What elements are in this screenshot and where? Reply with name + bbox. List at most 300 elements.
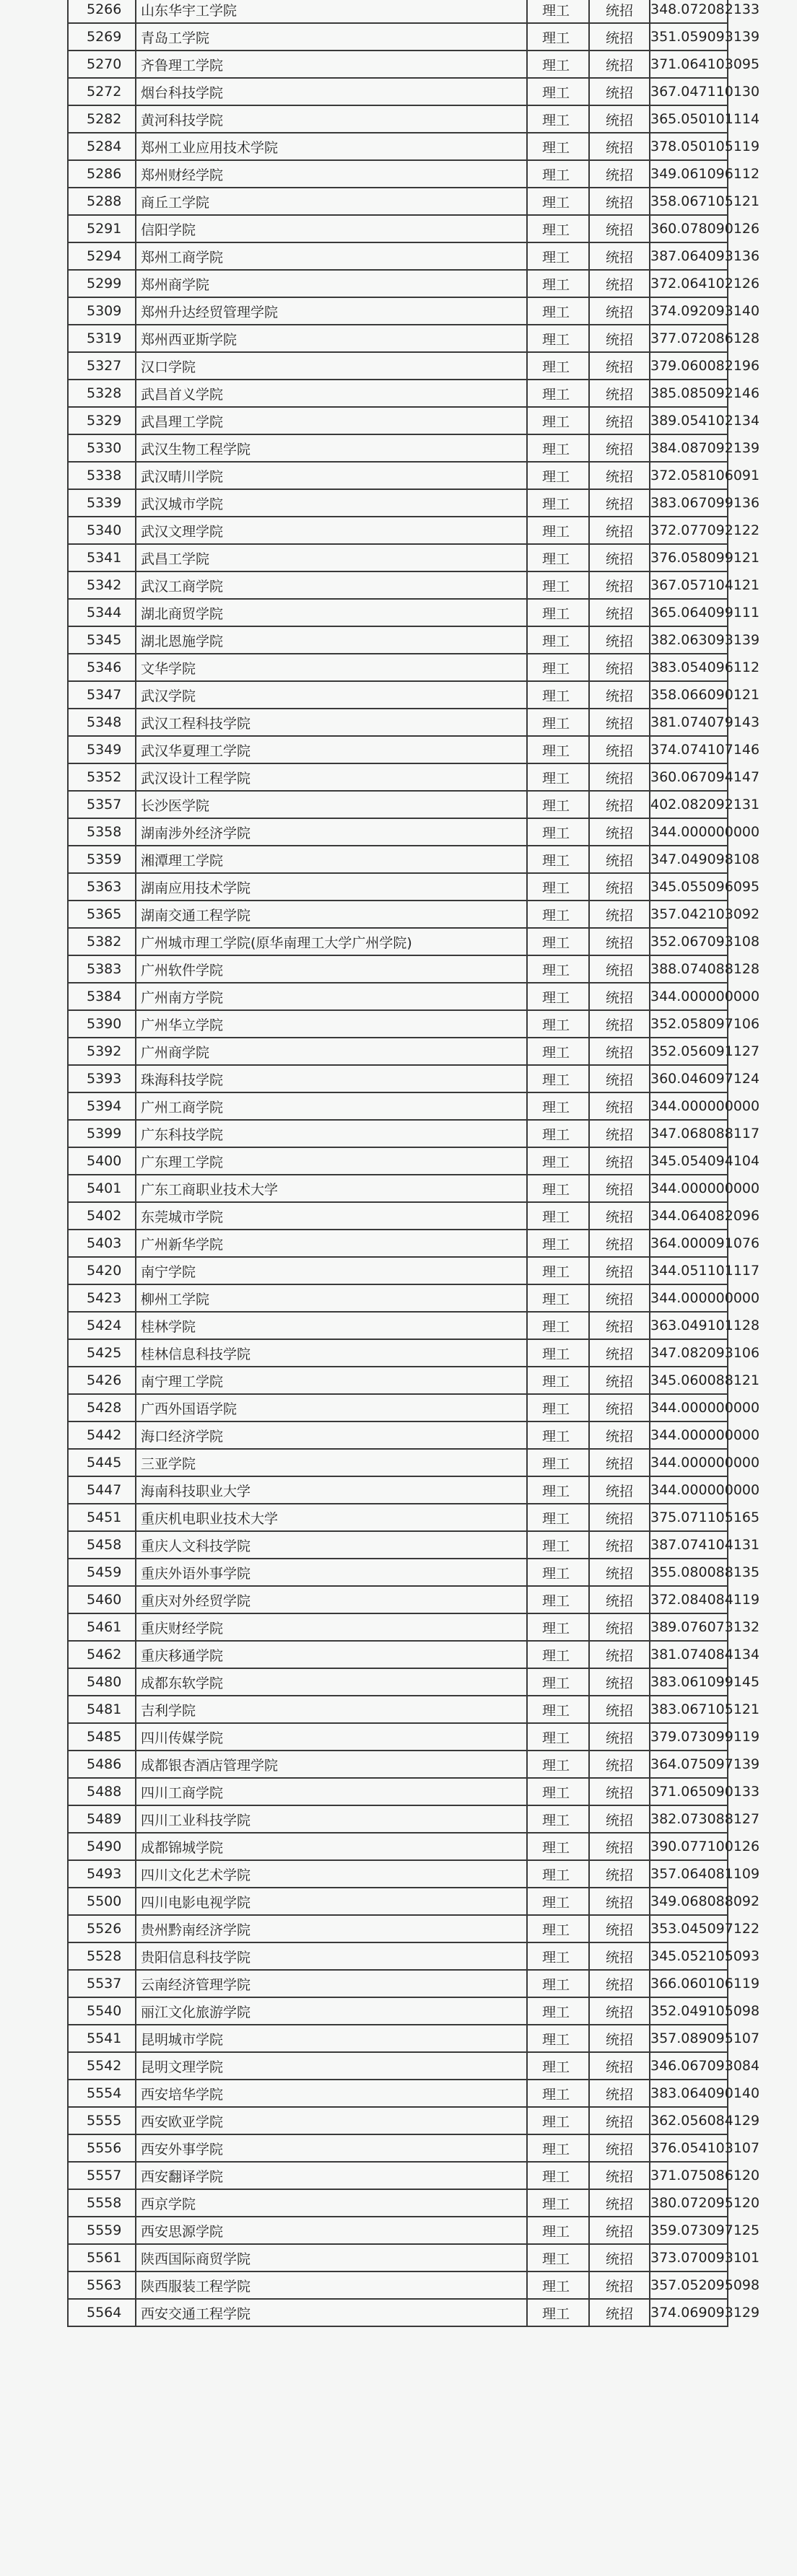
- score-cell: 380.072095120: [650, 2189, 728, 2217]
- school-name-cell: 湘潭理工学院: [136, 846, 527, 873]
- school-code-cell: 5358: [68, 818, 136, 846]
- school-name-cell: 武汉工商学院: [136, 571, 527, 599]
- school-code-cell: 5460: [68, 1586, 136, 1613]
- admission-type-cell: 统招: [589, 2299, 650, 2326]
- admission-type-cell: 统招: [589, 1833, 650, 1860]
- admission-type-cell: 统招: [589, 1202, 650, 1230]
- school-code-cell: 5338: [68, 462, 136, 489]
- school-name-cell: 广东科技学院: [136, 1120, 527, 1147]
- admission-type-cell: 统招: [589, 1805, 650, 1833]
- admission-type-cell: 统招: [589, 1942, 650, 1970]
- school-code-cell: 5420: [68, 1257, 136, 1284]
- admission-type-cell: 统招: [589, 1010, 650, 1038]
- school-code-cell: 5272: [68, 78, 136, 105]
- table-row: [68, 78, 728, 105]
- school-code-cell: 5270: [68, 51, 136, 78]
- table-row: [68, 2244, 728, 2271]
- table-row: [68, 2025, 728, 2052]
- category-cell: 理工: [527, 1065, 589, 1092]
- table-row: [68, 736, 728, 763]
- score-cell: 355.080088135: [650, 1559, 728, 1586]
- category-cell: 理工: [527, 983, 589, 1010]
- admission-type-cell: 统招: [589, 1723, 650, 1751]
- school-name-cell: 武汉华夏理工学院: [136, 736, 527, 763]
- category-cell: 理工: [527, 1202, 589, 1230]
- school-name-cell: 郑州升达经贸管理学院: [136, 297, 527, 325]
- table-row: [68, 1010, 728, 1038]
- school-code-cell: 5342: [68, 571, 136, 599]
- school-code-cell: 5425: [68, 1339, 136, 1367]
- table-row: [68, 2271, 728, 2299]
- admission-type-cell: 统招: [589, 215, 650, 242]
- table-row: [68, 1284, 728, 1312]
- school-name-cell: 山东华宇工学院: [136, 0, 527, 23]
- table-row: [68, 599, 728, 626]
- score-cell: 389.054102134: [650, 407, 728, 434]
- school-name-cell: 西安欧亚学院: [136, 2107, 527, 2134]
- table-row: [68, 1175, 728, 1202]
- score-cell: 383.067099136: [650, 489, 728, 517]
- category-cell: 理工: [527, 297, 589, 325]
- school-code-cell: 5383: [68, 955, 136, 983]
- admission-type-cell: 统招: [589, 380, 650, 407]
- category-cell: 理工: [527, 489, 589, 517]
- category-cell: 理工: [527, 51, 589, 78]
- table-row: [68, 1942, 728, 1970]
- school-code-cell: 5555: [68, 2107, 136, 2134]
- category-cell: 理工: [527, 681, 589, 709]
- score-cell: 374.069093129: [650, 2299, 728, 2326]
- table-row: [68, 626, 728, 654]
- category-cell: 理工: [527, 1284, 589, 1312]
- category-cell: 理工: [527, 1751, 589, 1778]
- school-name-cell: 广州新华学院: [136, 1230, 527, 1257]
- admission-type-cell: 统招: [589, 2189, 650, 2217]
- school-code-cell: 5294: [68, 242, 136, 270]
- school-code-cell: 5286: [68, 160, 136, 188]
- admission-type-cell: 统招: [589, 654, 650, 681]
- score-cell: 347.068088117: [650, 1120, 728, 1147]
- school-name-cell: 郑州工商学院: [136, 242, 527, 270]
- school-code-cell: 5493: [68, 1860, 136, 1888]
- score-cell: 387.074104131: [650, 1531, 728, 1559]
- school-name-cell: 武昌首义学院: [136, 380, 527, 407]
- score-cell: 348.072082133: [650, 0, 728, 23]
- category-cell: 理工: [527, 1038, 589, 1065]
- school-name-cell: 湖南应用技术学院: [136, 873, 527, 901]
- category-cell: 理工: [527, 434, 589, 462]
- admission-type-cell: 统招: [589, 1257, 650, 1284]
- table-row: [68, 1613, 728, 1641]
- admission-type-cell: 统招: [589, 1696, 650, 1723]
- score-cell: 349.061096112: [650, 160, 728, 188]
- school-code-cell: 5269: [68, 23, 136, 51]
- school-name-cell: 广东工商职业技术大学: [136, 1175, 527, 1202]
- school-code-cell: 5488: [68, 1778, 136, 1805]
- admission-type-cell: 统招: [589, 1531, 650, 1559]
- table-row: [68, 1202, 728, 1230]
- category-cell: 理工: [527, 78, 589, 105]
- school-code-cell: 5393: [68, 1065, 136, 1092]
- school-code-cell: 5319: [68, 325, 136, 352]
- category-cell: 理工: [527, 955, 589, 983]
- category-cell: 理工: [527, 407, 589, 434]
- school-code-cell: 5462: [68, 1641, 136, 1668]
- table-row: [68, 407, 728, 434]
- table-row: [68, 1778, 728, 1805]
- admission-type-cell: 统招: [589, 2244, 650, 2271]
- admission-type-cell: 统招: [589, 270, 650, 297]
- admission-type-cell: 统招: [589, 352, 650, 380]
- school-code-cell: 5561: [68, 2244, 136, 2271]
- admission-type-cell: 统招: [589, 1860, 650, 1888]
- school-name-cell: 吉利学院: [136, 1696, 527, 1723]
- school-name-cell: 武汉生物工程学院: [136, 434, 527, 462]
- category-cell: 理工: [527, 2217, 589, 2244]
- score-cell: 344.000000000: [650, 1476, 728, 1504]
- school-code-cell: 5344: [68, 599, 136, 626]
- school-code-cell: 5526: [68, 1915, 136, 1942]
- admission-type-cell: 统招: [589, 544, 650, 571]
- category-cell: 理工: [527, 791, 589, 818]
- score-cell: 382.073088127: [650, 1805, 728, 1833]
- score-cell: 376.058099121: [650, 544, 728, 571]
- school-name-cell: 武汉学院: [136, 681, 527, 709]
- score-cell: 344.000000000: [650, 983, 728, 1010]
- school-code-cell: 5485: [68, 1723, 136, 1751]
- category-cell: 理工: [527, 2271, 589, 2299]
- school-name-cell: 桂林信息科技学院: [136, 1339, 527, 1367]
- school-name-cell: 昆明文理学院: [136, 2052, 527, 2080]
- score-cell: 367.057104121: [650, 571, 728, 599]
- admission-type-cell: 统招: [589, 434, 650, 462]
- admission-type-cell: 统招: [589, 2134, 650, 2162]
- table-row: [68, 1805, 728, 1833]
- table-row: [68, 380, 728, 407]
- category-cell: 理工: [527, 1668, 589, 1696]
- score-cell: 360.078090126: [650, 215, 728, 242]
- table-row: [68, 2299, 728, 2326]
- category-cell: 理工: [527, 873, 589, 901]
- category-cell: 理工: [527, 818, 589, 846]
- score-cell: 364.075097139: [650, 1751, 728, 1778]
- school-name-cell: 成都锦城学院: [136, 1833, 527, 1860]
- school-name-cell: 烟台科技学院: [136, 78, 527, 105]
- category-cell: 理工: [527, 2189, 589, 2217]
- score-cell: 389.076073132: [650, 1613, 728, 1641]
- table-row: [68, 1367, 728, 1394]
- table-row: [68, 0, 728, 23]
- score-cell: 357.064081109: [650, 1860, 728, 1888]
- school-code-cell: 5363: [68, 873, 136, 901]
- table-row: [68, 23, 728, 51]
- school-code-cell: 5554: [68, 2080, 136, 2107]
- admission-type-cell: 统招: [589, 1449, 650, 1476]
- school-code-cell: 5556: [68, 2134, 136, 2162]
- category-cell: 理工: [527, 1120, 589, 1147]
- school-code-cell: 5490: [68, 1833, 136, 1860]
- table-row: [68, 270, 728, 297]
- table-row: [68, 1888, 728, 1915]
- admission-type-cell: 统招: [589, 1915, 650, 1942]
- category-cell: 理工: [527, 1092, 589, 1120]
- score-cell: 366.060106119: [650, 1970, 728, 1997]
- admission-type-cell: 统招: [589, 1970, 650, 1997]
- category-cell: 理工: [527, 23, 589, 51]
- school-name-cell: 郑州财经学院: [136, 160, 527, 188]
- category-cell: 理工: [527, 1997, 589, 2025]
- school-name-cell: 广州华立学院: [136, 1010, 527, 1038]
- category-cell: 理工: [527, 0, 589, 23]
- table-row: [68, 1065, 728, 1092]
- category-cell: 理工: [527, 626, 589, 654]
- table-row: [68, 1751, 728, 1778]
- score-cell: 381.074084134: [650, 1641, 728, 1668]
- category-cell: 理工: [527, 571, 589, 599]
- score-cell: 381.074079143: [650, 709, 728, 736]
- school-code-cell: 5384: [68, 983, 136, 1010]
- school-name-cell: 海南科技职业大学: [136, 1476, 527, 1504]
- category-cell: 理工: [527, 901, 589, 928]
- category-cell: 理工: [527, 1613, 589, 1641]
- category-cell: 理工: [527, 1778, 589, 1805]
- table-row: [68, 1696, 728, 1723]
- category-cell: 理工: [527, 1723, 589, 1751]
- admission-type-cell: 统招: [589, 736, 650, 763]
- school-name-cell: 广州城市理工学院(原华南理工大学广州学院): [136, 928, 527, 955]
- category-cell: 理工: [527, 599, 589, 626]
- school-name-cell: 文华学院: [136, 654, 527, 681]
- score-cell: 357.089095107: [650, 2025, 728, 2052]
- table-row: [68, 2189, 728, 2217]
- category-cell: 理工: [527, 1970, 589, 1997]
- score-cell: 363.049101128: [650, 1312, 728, 1339]
- school-name-cell: 重庆财经学院: [136, 1613, 527, 1641]
- score-cell: 352.049105098: [650, 1997, 728, 2025]
- school-code-cell: 5282: [68, 105, 136, 133]
- category-cell: 理工: [527, 928, 589, 955]
- school-name-cell: 湖南交通工程学院: [136, 901, 527, 928]
- school-name-cell: 广州南方学院: [136, 983, 527, 1010]
- school-code-cell: 5329: [68, 407, 136, 434]
- score-cell: 371.064103095: [650, 51, 728, 78]
- score-cell: 345.054094104: [650, 1147, 728, 1175]
- score-cell: 378.050105119: [650, 133, 728, 160]
- score-cell: 383.054096112: [650, 654, 728, 681]
- admission-type-cell: 统招: [589, 2080, 650, 2107]
- admission-type-cell: 统招: [589, 517, 650, 544]
- table-row: [68, 1449, 728, 1476]
- school-name-cell: 重庆人文科技学院: [136, 1531, 527, 1559]
- score-cell: 346.067093084: [650, 2052, 728, 2080]
- score-cell: 365.050101114: [650, 105, 728, 133]
- table-row: [68, 654, 728, 681]
- admission-type-cell: 统招: [589, 1120, 650, 1147]
- table-row: [68, 2080, 728, 2107]
- school-code-cell: 5459: [68, 1559, 136, 1586]
- score-cell: 387.064093136: [650, 242, 728, 270]
- category-cell: 理工: [527, 1860, 589, 1888]
- table-row: [68, 709, 728, 736]
- school-code-cell: 5542: [68, 2052, 136, 2080]
- admission-type-cell: 统招: [589, 51, 650, 78]
- school-name-cell: 湖北商贸学院: [136, 599, 527, 626]
- school-code-cell: 5480: [68, 1668, 136, 1696]
- admission-type-cell: 统招: [589, 1312, 650, 1339]
- table-row: [68, 544, 728, 571]
- category-cell: 理工: [527, 654, 589, 681]
- admission-type-cell: 统招: [589, 2217, 650, 2244]
- table-row: [68, 1668, 728, 1696]
- school-name-cell: 四川传媒学院: [136, 1723, 527, 1751]
- school-code-cell: 5447: [68, 1476, 136, 1504]
- category-cell: 理工: [527, 1421, 589, 1449]
- table-row: [68, 1586, 728, 1613]
- category-cell: 理工: [527, 2025, 589, 2052]
- score-cell: 374.074107146: [650, 736, 728, 763]
- admission-type-cell: 统招: [589, 2271, 650, 2299]
- school-name-cell: 黄河科技学院: [136, 105, 527, 133]
- admission-type-cell: 统招: [589, 407, 650, 434]
- school-code-cell: 5424: [68, 1312, 136, 1339]
- admission-type-cell: 统招: [589, 160, 650, 188]
- table-row: [68, 1504, 728, 1531]
- school-code-cell: 5541: [68, 2025, 136, 2052]
- table-row: [68, 2107, 728, 2134]
- table-row: [68, 681, 728, 709]
- table-row: [68, 1915, 728, 1942]
- category-cell: 理工: [527, 1586, 589, 1613]
- admission-type-cell: 统招: [589, 23, 650, 51]
- category-cell: 理工: [527, 133, 589, 160]
- school-name-cell: 昆明城市学院: [136, 2025, 527, 2052]
- school-name-cell: 三亚学院: [136, 1449, 527, 1476]
- school-name-cell: 西安思源学院: [136, 2217, 527, 2244]
- school-code-cell: 5486: [68, 1751, 136, 1778]
- school-code-cell: 5489: [68, 1805, 136, 1833]
- score-cell: 383.064090140: [650, 2080, 728, 2107]
- score-cell: 353.045097122: [650, 1915, 728, 1942]
- category-cell: 理工: [527, 462, 589, 489]
- category-cell: 理工: [527, 1449, 589, 1476]
- category-cell: 理工: [527, 2162, 589, 2189]
- category-cell: 理工: [527, 270, 589, 297]
- school-name-cell: 东莞城市学院: [136, 1202, 527, 1230]
- category-cell: 理工: [527, 736, 589, 763]
- admission-type-cell: 统招: [589, 901, 650, 928]
- table-row: [68, 1092, 728, 1120]
- school-code-cell: 5352: [68, 763, 136, 791]
- table-row: [68, 160, 728, 188]
- admission-type-cell: 统招: [589, 1888, 650, 1915]
- category-cell: 理工: [527, 2299, 589, 2326]
- category-cell: 理工: [527, 709, 589, 736]
- score-cell: 371.065090133: [650, 1778, 728, 1805]
- admission-type-cell: 统招: [589, 1668, 650, 1696]
- category-cell: 理工: [527, 242, 589, 270]
- admission-type-cell: 统招: [589, 681, 650, 709]
- category-cell: 理工: [527, 846, 589, 873]
- school-name-cell: 信阳学院: [136, 215, 527, 242]
- school-code-cell: 5346: [68, 654, 136, 681]
- category-cell: 理工: [527, 1367, 589, 1394]
- table-row: [68, 791, 728, 818]
- school-code-cell: 5399: [68, 1120, 136, 1147]
- school-code-cell: 5563: [68, 2271, 136, 2299]
- admission-type-cell: 统招: [589, 1065, 650, 1092]
- school-name-cell: 武汉文理学院: [136, 517, 527, 544]
- admission-type-cell: 统招: [589, 1367, 650, 1394]
- admission-type-cell: 统招: [589, 1751, 650, 1778]
- admission-type-cell: 统招: [589, 78, 650, 105]
- admission-type-cell: 统招: [589, 2162, 650, 2189]
- category-cell: 理工: [527, 1339, 589, 1367]
- school-name-cell: 南宁学院: [136, 1257, 527, 1284]
- score-cell: 357.042103092: [650, 901, 728, 928]
- admission-type-cell: 统招: [589, 791, 650, 818]
- score-cell: 352.067093108: [650, 928, 728, 955]
- table-row: [68, 818, 728, 846]
- school-code-cell: 5481: [68, 1696, 136, 1723]
- school-code-cell: 5392: [68, 1038, 136, 1065]
- admission-type-cell: 统招: [589, 1284, 650, 1312]
- table-row: [68, 1641, 728, 1668]
- school-code-cell: 5284: [68, 133, 136, 160]
- admission-type-cell: 统招: [589, 928, 650, 955]
- admission-type-cell: 统招: [589, 105, 650, 133]
- admission-type-cell: 统招: [589, 1476, 650, 1504]
- school-code-cell: 5461: [68, 1613, 136, 1641]
- admission-type-cell: 统招: [589, 709, 650, 736]
- school-name-cell: 西安外事学院: [136, 2134, 527, 2162]
- school-code-cell: 5347: [68, 681, 136, 709]
- school-name-cell: 陕西服装工程学院: [136, 2271, 527, 2299]
- school-code-cell: 5330: [68, 434, 136, 462]
- table-row: [68, 1038, 728, 1065]
- category-cell: 理工: [527, 1504, 589, 1531]
- admission-type-cell: 统招: [589, 462, 650, 489]
- score-cell: 344.064082096: [650, 1202, 728, 1230]
- school-name-cell: 广东理工学院: [136, 1147, 527, 1175]
- table-row: [68, 489, 728, 517]
- table-row: [68, 1531, 728, 1559]
- category-cell: 理工: [527, 2107, 589, 2134]
- admission-type-cell: 统招: [589, 818, 650, 846]
- table-row: [68, 462, 728, 489]
- admission-type-cell: 统招: [589, 1230, 650, 1257]
- score-cell: 347.049098108: [650, 846, 728, 873]
- school-code-cell: 5359: [68, 846, 136, 873]
- school-name-cell: 南宁理工学院: [136, 1367, 527, 1394]
- table-row: [68, 1120, 728, 1147]
- table-row: [68, 215, 728, 242]
- category-cell: 理工: [527, 188, 589, 215]
- category-cell: 理工: [527, 1559, 589, 1586]
- school-code-cell: 5288: [68, 188, 136, 215]
- admission-type-cell: 统招: [589, 1339, 650, 1367]
- admission-type-cell: 统招: [589, 2025, 650, 2052]
- school-name-cell: 武汉工程科技学院: [136, 709, 527, 736]
- school-code-cell: 5340: [68, 517, 136, 544]
- school-code-cell: 5564: [68, 2299, 136, 2326]
- category-cell: 理工: [527, 1696, 589, 1723]
- table-row: [68, 983, 728, 1010]
- table-row: [68, 1230, 728, 1257]
- category-cell: 理工: [527, 1942, 589, 1970]
- admission-type-cell: 统招: [589, 599, 650, 626]
- school-name-cell: 重庆移通学院: [136, 1641, 527, 1668]
- school-name-cell: 西安培华学院: [136, 2080, 527, 2107]
